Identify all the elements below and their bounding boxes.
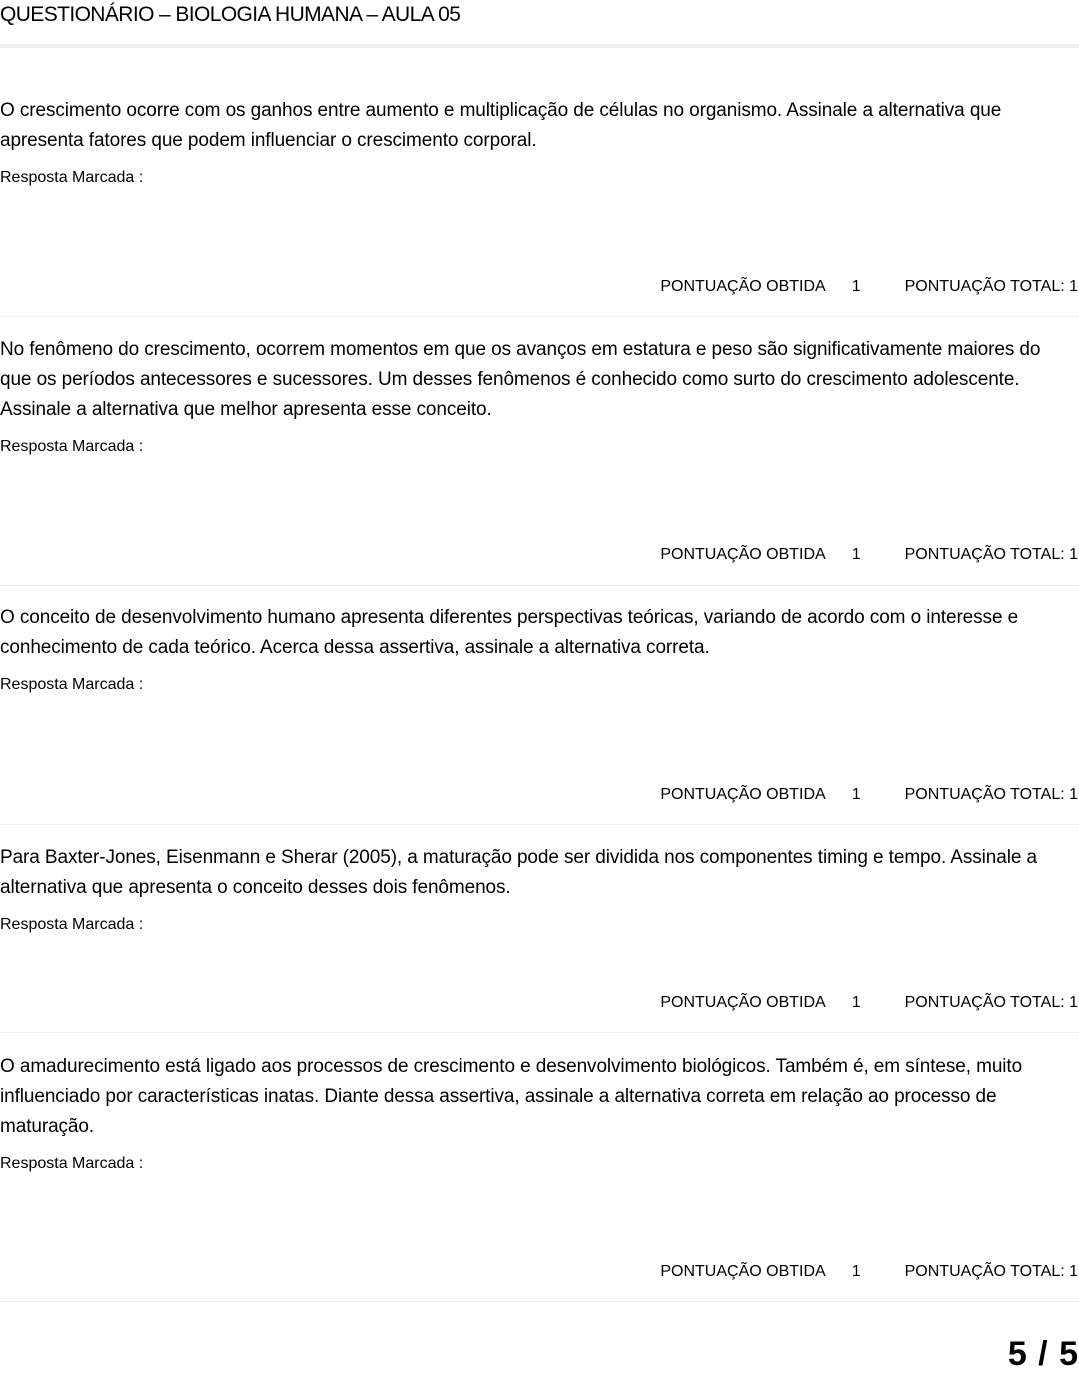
score-obtained-value: 1: [851, 994, 861, 1011]
question-divider: [0, 1032, 1079, 1033]
score-obtained-label: PONTUAÇÃO OBTIDA: [660, 546, 826, 563]
score-total: PONTUAÇÃO TOTAL: 1: [904, 994, 1078, 1011]
score-row: [660, 545, 1078, 565]
answer-label: Resposta Marcada :: [0, 169, 144, 186]
question-text: No fenômeno do crescimento, ocorrem momentos em que os avanços em estatura e peso são significativamente maiores do que os períodos antecessores e sucessores. Um desses fenômenos é conhecido como surto do crescimento adolescente. Assinale a alternativa que melhor apresenta esse conceito.: [0, 339, 1041, 420]
score-row: [660, 785, 1078, 805]
answer-label: Resposta Marcada :: [0, 676, 144, 693]
score-obtained-value: 1: [851, 1263, 861, 1280]
score-row: [660, 277, 1078, 297]
final-score: 5 / 5: [1007, 1335, 1079, 1373]
score-total: PONTUAÇÃO TOTAL: 1: [904, 1263, 1078, 1280]
score-total: PONTUAÇÃO TOTAL: 1: [904, 546, 1078, 563]
question-item: [0, 603, 1079, 695]
question-item: [0, 1052, 1079, 1174]
title-divider: [0, 44, 1079, 48]
score-row: [660, 993, 1078, 1013]
question-item: [0, 335, 1079, 457]
question-divider: [0, 316, 1079, 317]
question-text: O amadurecimento está ligado aos processos de crescimento e desenvolvimento biológicos. Também é, em síntese, muito influenciado por características inatas. Diante dessa assertiva, assinale a alternativa correta em relação ao processo de maturação.: [0, 1056, 1023, 1137]
score-obtained-value: 1: [851, 546, 861, 563]
score-total: PONTUAÇÃO TOTAL: 1: [904, 278, 1078, 295]
answer-label: Resposta Marcada :: [0, 916, 144, 933]
answer-label: Resposta Marcada :: [0, 1155, 144, 1172]
score-obtained-value: 1: [851, 786, 861, 803]
question-text: O conceito de desenvolvimento humano apresenta diferentes perspectivas teóricas, variando de acordo com o interesse e conhecimento de cada teórico. Acerca dessa assertiva, assinale a alternativa correta.: [0, 607, 1019, 658]
question-text: Para Baxter-Jones, Eisenmann e Sherar (2005), a maturação pode ser dividida nos componentes timing e tempo. Assinale a alternativa que apresenta o conceito desses dois fenômenos.: [0, 847, 1037, 898]
question-divider: [0, 585, 1079, 586]
question-divider: [0, 1301, 1079, 1302]
score-total: PONTUAÇÃO TOTAL: 1: [904, 786, 1078, 803]
question-item: [0, 843, 1079, 935]
score-obtained-label: PONTUAÇÃO OBTIDA: [660, 994, 826, 1011]
page-title: QUESTIONÁRIO – BIOLOGIA HUMANA – AULA 05: [0, 3, 461, 26]
score-obtained-label: PONTUAÇÃO OBTIDA: [660, 1263, 826, 1280]
answer-label: Resposta Marcada :: [0, 438, 144, 455]
score-obtained-value: 1: [851, 278, 861, 295]
score-row: [660, 1262, 1078, 1282]
score-obtained-label: PONTUAÇÃO OBTIDA: [660, 786, 826, 803]
score-obtained-label: PONTUAÇÃO OBTIDA: [660, 278, 826, 295]
question-text: O crescimento ocorre com os ganhos entre aumento e multiplicação de células no organismo. Assinale a alternativa que apresenta fatores que podem influenciar o crescimento corporal.: [0, 100, 1002, 151]
question-item: [0, 96, 1079, 188]
question-divider: [0, 824, 1079, 825]
